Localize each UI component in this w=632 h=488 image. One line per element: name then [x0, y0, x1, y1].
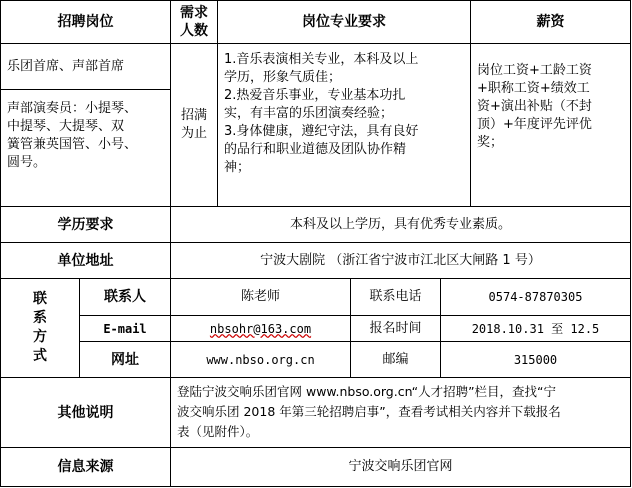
address-value: 宁波大剧院 （浙江省宁波市江北区大闸路 1 号） [171, 243, 631, 279]
position-count-line1: 招满 [180, 108, 207, 123]
requirement-line1: 1.音乐表演相关专业，本科及以上 [224, 52, 419, 67]
position-section-players [0, 90, 171, 207]
other-line1: 登陆宁波交响乐团官网 www.nbso.org.cn“人才招聘”栏目，查找“宁 [177, 384, 557, 399]
education-value: 本科及以上学历，具有优秀专业素质。 [171, 207, 631, 243]
contact-website-value[interactable]: www.nbso.org.cn [171, 342, 351, 378]
contact-char4: 式 [33, 348, 47, 364]
header-count [171, 0, 218, 44]
salary-line1: 岗位工资+工龄工资 [477, 63, 592, 78]
other-line2: 波交响乐团 2018 年第三轮招聘启事”，查看考试相关内容并下载报名 [177, 404, 561, 419]
position-salary [471, 44, 631, 207]
salary-line2: +职称工资+绩效工 [477, 81, 590, 96]
address-label: 单位地址 [0, 243, 171, 279]
contact-phone-value: 0574-87870305 [441, 279, 631, 316]
contact-website-label: 网址 [80, 342, 171, 378]
requirement-line3: 2.热爱音乐事业，专业基本功扎 [224, 88, 406, 103]
position-count-line2: 为止 [180, 126, 207, 141]
contact-char2: 系 [33, 310, 47, 326]
requirement-line5: 3.身体健康，遵纪守法，具有良好 [224, 124, 419, 139]
source-label: 信息来源 [0, 448, 171, 487]
contact-zip-value: 315000 [441, 342, 631, 378]
header-count-line1: 需求 [180, 5, 208, 21]
contact-char1: 联 [33, 291, 47, 307]
header-salary: 薪资 [471, 0, 631, 44]
requirement-line4: 实，有丰富的乐团演奏经验； [224, 106, 394, 121]
salary-line4: 顶）+年度评先评优 [477, 117, 592, 132]
position-requirements [218, 44, 471, 207]
position-count [171, 44, 218, 207]
header-position: 招聘岗位 [0, 0, 171, 44]
contact-deadline-value: 2018.10.31 至 12.5 [441, 316, 631, 342]
contact-email-label: E-mail [80, 316, 171, 342]
position-section-line2: 中提琴、大提琴、双 [7, 119, 125, 134]
contact-deadline-label: 报名时间 [351, 316, 441, 342]
contact-email-value[interactable] [171, 316, 351, 342]
header-count-line2: 人数 [180, 23, 208, 39]
other-notes [171, 378, 631, 448]
position-principal: 乐团首席、声部首席 [0, 44, 171, 90]
position-section-line4: 圆号。 [7, 155, 47, 170]
position-section-line1: 声部演奏员：小提琴、 [7, 101, 138, 116]
source-value: 宁波交响乐团官网 [171, 448, 631, 487]
contact-char3: 方 [33, 329, 47, 345]
email-link[interactable]: nbsohr@163.com [209, 321, 312, 336]
other-label: 其他说明 [0, 378, 171, 448]
requirement-line7: 神； [224, 160, 251, 175]
contact-group-label [0, 279, 80, 378]
requirement-line6: 的品行和职业道德及团队协作精 [224, 142, 407, 157]
contact-phone-label: 联系电话 [351, 279, 441, 316]
salary-line3: 资+演出补贴（不封 [477, 99, 592, 114]
position-section-line3: 簧管兼英国管、小号、 [7, 137, 138, 152]
other-line3: 表（见附件）。 [177, 424, 259, 439]
contact-person-value: 陈老师 [171, 279, 351, 316]
header-requirements: 岗位专业要求 [218, 0, 471, 44]
contact-zip-label: 邮编 [351, 342, 441, 378]
education-label: 学历要求 [0, 207, 171, 243]
salary-line5: 奖； [477, 135, 504, 150]
requirement-line2: 学历，形象气质佳； [224, 70, 342, 85]
contact-person-label: 联系人 [80, 279, 171, 316]
